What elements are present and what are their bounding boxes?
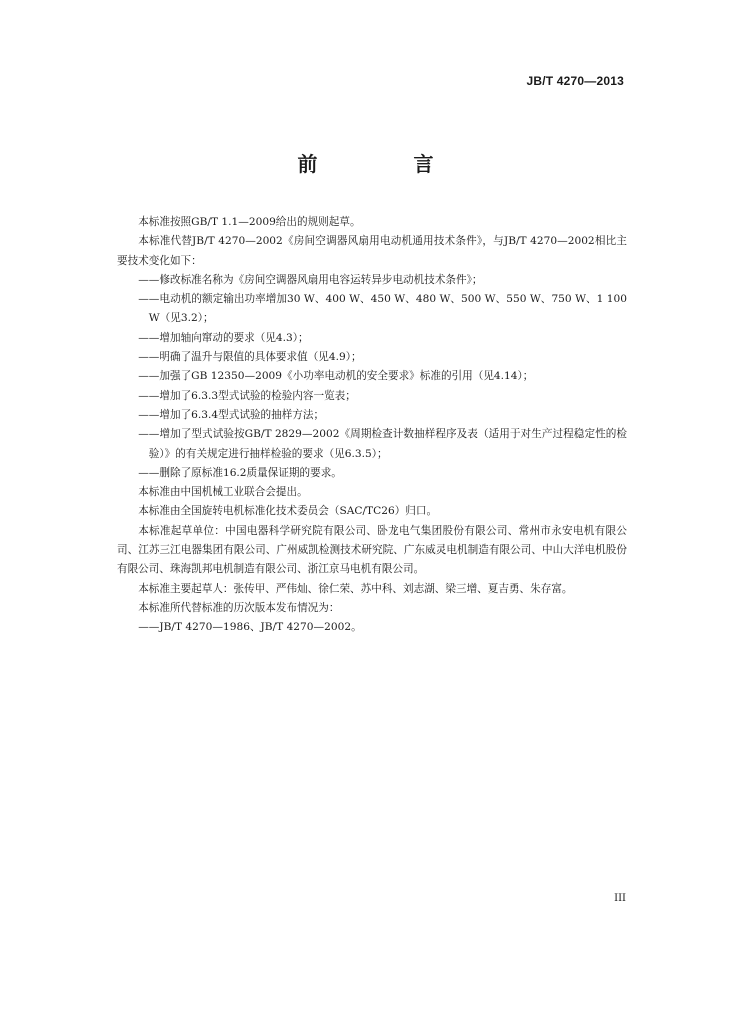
foreword-body	[117, 213, 627, 638]
change-item: ——明确了温升与限值的具体要求值（见4.9）；	[138, 351, 362, 364]
change-item: ——加强了GB 12350—2009《小功率电动机的安全要求》标准的引用（见4.14）；	[138, 370, 534, 383]
paragraph-replacement: 本标准代替JB/T 4270—2002《房间空调器风扇用电动机通用技术条件》，与JB/T 4270—2002相比主要技术变化如下：	[117, 235, 627, 267]
change-item: ——增加了型式试验按GB/T 2829—2002《周期检查计数抽样程序及表（适用于对生产过程稳定性的检验）》的有关规定进行抽样检验的要求（见6.3.5）；	[138, 428, 627, 460]
page-number: III	[614, 893, 626, 904]
change-item: ——增加了6.3.3型式试验的检验内容一览表；	[138, 389, 356, 402]
change-item: ——增加轴向窜动的要求（见4.3）；	[138, 331, 309, 344]
change-item: ——修改标准名称为《房间空调器风扇用电容运转异步电动机技术条件》；	[138, 273, 483, 286]
change-item: ——增加了6.3.4型式试验的抽样方法；	[138, 408, 325, 421]
history-item: ——JB/T 4270—1986、JB/T 4270—2002。	[138, 621, 362, 634]
paragraph-drafting-rule: 本标准按照GB/T 1.1—2009给出的规则起草。	[138, 216, 361, 228]
paragraph-drafters: 本标准主要起草人：张传甲、严伟灿、徐仁荣、苏中科、刘志湖、梁三增、夏吉勇、朱存富。	[138, 582, 573, 595]
page-title: 前 言	[297, 152, 472, 176]
paragraph-proposed-by: 本标准由中国机械工业联合会提出。	[138, 486, 308, 499]
standard-number: JB/T 4270—2013	[526, 74, 624, 88]
paragraph-centralized-by: 本标准由全国旋转电机标准化技术委员会（SAC/TC26）归口。	[138, 505, 438, 518]
change-item: ——电动机的额定输出功率增加30 W、400 W、450 W、480 W、500 W、550 W、750 W、1 100 W（见3.2）；	[138, 293, 627, 325]
paragraph-history-intro: 本标准所代替标准的历次版本发布情况为：	[138, 601, 340, 614]
change-item: ——删除了原标准16.2质量保证期的要求。	[138, 466, 342, 479]
paragraph-drafting-units: 本标准起草单位：中国电器科学研究院有限公司、卧龙电气集团股份有限公司、常州市永安电机有限公司、江苏三江电器集团有限公司、广州威凯检测技术研究院、广东威灵电机制造有限公司、中山大洋电机股份有限公司、珠海凯邦电机制造有限公司、浙江京马电机有限公司。	[117, 524, 627, 576]
